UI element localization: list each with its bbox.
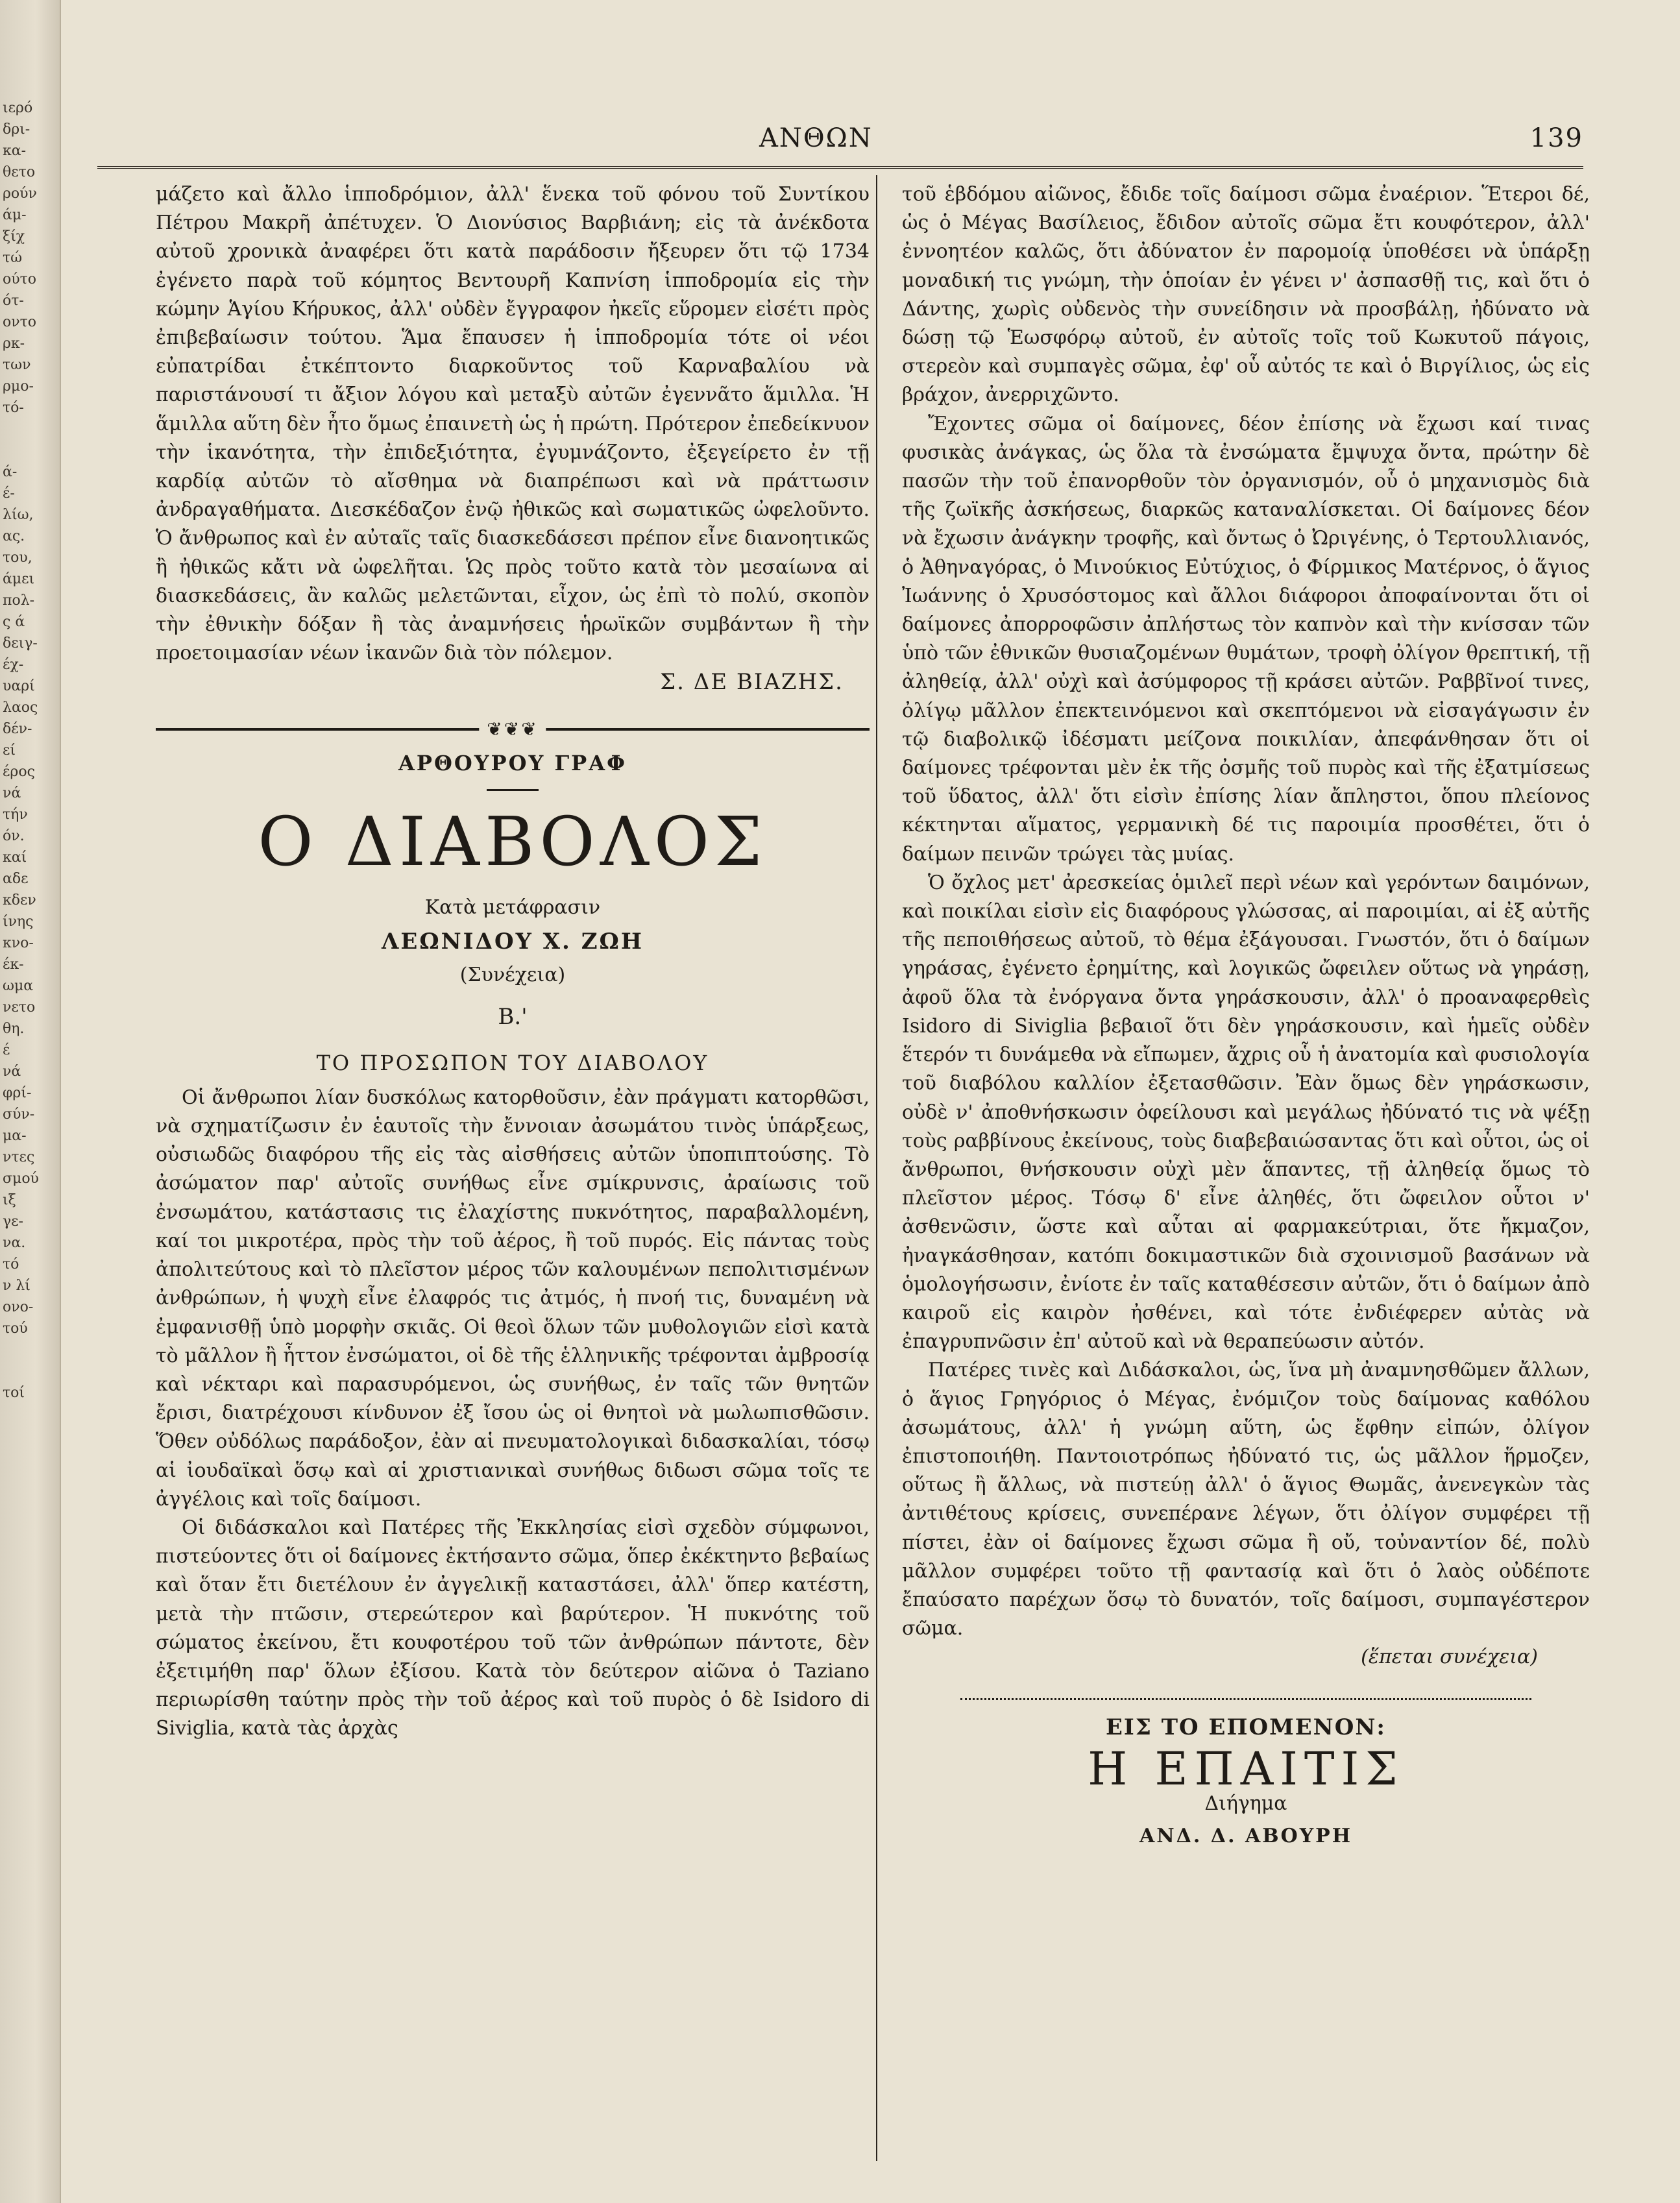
section-number: Β.' xyxy=(498,1004,528,1030)
adjacent-page-text: ιερό δρι- κα- θετο ρούν άμ- ξίχ τώ ούτο ότ- οντο ρκ- των ρμο- τό- ά- έ- λίω, ας. του, άμει πολ- ς ά δειγ- έχ- υαρί λαος δέν- εί έρος νά τήν όν. καί αδε κδεν ίνης κνο- έκ- ωμα νετο θη. έ νά φρί- σύν- μα- ντες σμού ιξ γε- να. τό ν λί ονο- τού τοί xyxy=(3,100,39,1401)
next-issue-label: ΕΙΣ ΤΟ ΕΠΟΜΕΝΟΝ: xyxy=(1106,1714,1386,1740)
next-issue-title: Η ΕΠΑΙΤΙΣ xyxy=(1088,1742,1404,1795)
short-rule xyxy=(487,789,539,791)
next-issue-subtitle: Διήγημα xyxy=(1204,1792,1287,1815)
signature: Σ. ΔΕ ΒΙΑΖΗΣ. xyxy=(660,669,844,696)
article-author: ΑΡΘΟΥΡΟΥ ΓΡΑΦ xyxy=(398,750,627,775)
running-head xyxy=(97,123,1583,162)
translation-note: Κατὰ μετάφρασιν xyxy=(424,895,601,919)
article-paragraph: τοῦ ἑβδόμου αἰῶνος, ἔδιδε τοῖς δαίμοσι σῶμα ἐναέριον. Ἕτεροι δέ, ὡς ὁ Μέγας Βασίλειος, ἔδιδον αὐτοῖς σῶμα ἔτι κουφότερον, ἀλλ' ἐννοητέον καλῶς, ὅτι ἀδύνατον ἐν παρομοίᾳ ὑποθέσει νὰ ὑπάρξῃ μοναδική τις γνώμη, τὴν ὁποίαν ἐν γένει ν' ἀσπασθῇ τις, καὶ ὅτι ὁ Δάντης, χωρὶς οὐδενὸς τὴν συνείδησιν νὰ προσβάλῃ, ἠδύνατο νὰ δώσῃ τῷ Ἑωσφόρῳ αὐτοῦ, ἐν αὐτοῖς τοῖς τοῦ Κωκυτοῦ πάγοις, στερεὸν καὶ συμπαγὲς σῶμα, ἐφ' οὗ αὐτός τε καὶ ὁ Βιργίλιος, ὡς εἰς βράχον, ἀνερριχῶντο. xyxy=(902,183,1590,407)
article-paragraph: Οἱ ἄνθρωποι λίαν δυσκόλως κατορθοῦσιν, ἐὰν πράγματι κατορθῶσι, νὰ σχηματίζωσιν ἐν ἑαυτοῖς τὴν ἔννοιαν ἀσωμάτου τινὸς ὑπάρξεως, οὐσιωδῶς διαφόρου τῆς εἰς τὰς αἰσθήσεις αὐτῶν ὑποπιπτούσης. Τὸ ἀσώματον παρ' αὐτοῖς συνήθως εἶνε σμίκρυνσις, ἀραίωσις τοῦ ἐνσωμάτου, κατάστασις τις ἐλαχίστης πυκνότητος, παραβαλλομένη, καί τοι μικροτέρα, πρὸς τὴν τοῦ ἀέρος, ἢ τοῦ πυρός. Εἰς πάντας τοὺς ἀπολιτεύτους καὶ τὸ πλεῖστον μέρος τῶν καλουμένων πεπολιτισμένων ἀνθρώπων, ἡ ψυχὴ εἶνε ἐλαφρός τις ἀτμός, ἡ πνοή τις, δυναμένη νὰ ἐμφανισθῇ ὑπὸ μορφὴν σκιᾶς. Οἱ θεοὶ ὅλων τῶν μυθολογιῶν εἰσὶ κατὰ τὸ μᾶλλον ἢ ἧττον ἐνσώματοι, οἱ δὲ τῆς ἑλληνικῆς τρέφονται ἀμβροσίᾳ καὶ νέκταρι καὶ παρασυρόμενοι, ὡς συνήθως, ἐν ταῖς τῶν θνητῶν ἔρισι, διατρέχουσι κίνδυνον ἐξ ἴσου ὡς οἱ θνητοὶ νὰ μωλωπισθῶσιν. Ὅθεν οὐδόλως παράδοξον, ἐὰν αἱ πνευματολογικαὶ διδασκαλίαι, τόσῳ αἱ ἰουδαϊκαὶ ὅσῳ καὶ αἱ χριστιανικαὶ συνήθως διδωσι σῶμα τοῖς τε ἀγγέλοις καὶ τοῖς δαίμοσι. xyxy=(156,1086,870,1511)
next-issue-author: ΑΝΔ. Δ. ΑΒΟΥΡΗ xyxy=(1139,1825,1353,1848)
dotted-rule xyxy=(960,1698,1531,1700)
continued-note: (Συνέχεια) xyxy=(459,964,566,987)
newspaper-page xyxy=(97,104,1590,2167)
ornament-glyph: ❦❦❦ xyxy=(479,715,546,744)
left-column xyxy=(156,180,870,1744)
adjacent-page-margin xyxy=(0,0,61,2203)
page-number: 139 xyxy=(1529,123,1583,153)
header-rule xyxy=(97,166,1583,169)
article-title: Ο ΔΙΑΒΟΛΟΣ xyxy=(258,801,768,881)
column-divider xyxy=(876,175,877,2161)
article-paragraph: Ὁ ὄχλος μετ' ἀρεσκείας ὁμιλεῖ περὶ νέων καὶ γερόντων δαιμόνων, καὶ ποικίλαι εἰσὶν εἰς διαφόρους γλώσσας, αἱ παροιμίαι, αἱ ἐξ αὐτῆς τῆς πεποιθήσεως αὐτοῦ, τὸ θέμα ἐξάγουσαι. Γνωστόν, ὅτι ὁ δαίμων γηράσας, ἐγένετο ἐρημίτης, καὶ λογικῶς ὤφειλεν οὕτως νὰ γηράσῃ, ἀφοῦ ὅλα τὰ ἐνόργανα ὄντα γηράσκουσιν, ἀλλ' ὁ προαναφερθεὶς Isidoro di Siviglia βεβαιοῖ ὅτι δὲν γηράσκουσιν, καὶ ἡμεῖς οὐδὲν ἕτερόν τι δυνάμεθα νὰ εἴπωμεν, ἄχρις οὗ ἡ ἀνατομία καὶ φυσιολογία τοῦ διαβόλου καλλίον ἐξετασθῶσιν. Ἐὰν ὅμως δὲν γηράσκωσιν, οὐδὲ ν' ἀποθνήσκωσιν ὀφείλουσι καὶ μεγάλως ἠδύνατό τις νὰ ψέξῃ τοὺς ραββίνους ἐκείνους, τοὺς διαβεβαιώσαντας ὅτι καὶ οὗτοι, ὡς οἱ ἄνθρωποι, θνήσκουσιν οὐχὶ μὲν ἅπαντες, τῇ ἀληθείᾳ ὅμως τὸ πλεῖστον μέρος. Τόσῳ δ' εἶνε ἀληθές, ὅτι ὤφειλον οὗτοι ν' ἀσθενῶσιν, ὥστε καὶ αὗται αἱ φαρμακεύτριαι, ὅτε ἤκμαζον, ἠναγκάσθησαν, κατόπι δοκιμαστικῶν διὰ σχοινισμοῦ βασάνων νὰ ὁμολογήσωσιν, ἐνίοτε ἐν ταῖς καταθέσεσιν αὐτῶν, ὅτι ὁ δαίμων ἀπὸ καιροῦ εἰς καιρὸν ἠσθένει, καὶ τότε ἐνδιέφερεν αὐτὰς νὰ ἐπαγρυπνῶσιν ἐπ' αὐτοῦ καὶ νὰ θεραπεύωσιν αὐτόν. xyxy=(902,871,1590,1354)
to-be-continued: (ἕπεται συνέχεια) xyxy=(1361,1646,1538,1669)
journal-title: ΑΝΘΩΝ xyxy=(759,123,873,153)
ornamental-rule xyxy=(156,718,870,740)
article-paragraph: Ἔχοντες σῶμα οἱ δαίμονες, δέον ἐπίσης νὰ ἔχωσι καί τινας φυσικὰς ἀνάγκας, ὡς ὅλα τὰ ἐνσώματα ἔμψυχα ὄντα, πρώτην δὲ πασῶν τὴν τοῦ ἐπανορθοῦν τὸν ὀργανισμόν, οὗ ὁ μηχανισμὸς διὰ τῆς ζωϊκῆς ἀσκήσεως, διαρκῶς καταναλίσκεται. Οἱ δαίμονες δέον νὰ ἔχωσιν ἀνάγκην τροφῆς, καὶ ὄντως ὁ Ὠριγένης, ὁ Τερτουλλιανός, ὁ Ἀθηναγόρας, ὁ Μινούκιος Εὐτύχιος, ὁ Φίρμικος Ματέρνος, ὁ ἅγιος Ἰωάννης ὁ Χρυσόστομος καὶ ἄλλοι διάφοροι ἀποφαίνονται ὅτι οἱ δαίμονες ἀπορροφῶσιν ἀπλήστως τὸν καπνὸν καὶ τὴν κνίσσαν τῶν ὑπὸ τῶν ἐθνικῶν θυσιαζομένων θυμάτων, τροφὴ ὀλίγον θρεπτική, τῇ ἀληθείᾳ, ἀλλ' οὐχὶ καὶ ἀσύμφορος τῇ κράσει αὐτῶν. Ραββῖνοί τινες, ὀλίγῳ μᾶλλον ἐπεκτεινόμενοι καὶ σκεπτόμενοι νὰ εἰσαγάγωσιν ἐν τῷ διαβολικῷ ἰδέσματι μείζονα ποικιλίαν, ἀπεφάνθησαν ὅτι οἱ δαίμονες τρέφονται μὲν ἐκ τῆς ὀσμῆς τοῦ πυρὸς καὶ τῆς ἐξατμίσεως τοῦ ὕδατος, ἀλλ' ὅτι εἰσὶν ἐπίσης λίαν ἄπληστοι, ὅπου πλείονος κέκτηνται αἵματος, γερμανικὴ δέ τις παροιμία προσθέτει, ὅτι ὁ δαίμων πεινῶν τρώγει τὰς μυίας. xyxy=(902,412,1590,866)
article-paragraph: Πατέρες τινὲς καὶ Διδάσκαλοι, ὡς, ἵνα μὴ ἀναμνησθῶμεν ἄλλων, ὁ ἅγιος Γρηγόριος ὁ Μέγας, ἐνόμιζον τοὺς δαίμονας καθόλου ἀσωμάτους, ἀλλ' ἡ γνώμη αὕτη, ὡς ἔφθην εἰπών, ὀλίγον ἐπιστοποιήθη. Παντοιοτρόπως ἠδύνατό τις, ὡς μᾶλλον ἥρμοζεν, οὕτως ἢ ἄλλως, νὰ πιστεύῃ ἀλλ' ὁ ἅγιος Θωμᾶς, ἀνενεγκὼν τὰς ἀντιθέτους κρίσεις, συνεπέρανε λέγων, ὅτι ὀλίγον συμφέρει τῇ πίστει, ἐὰν οἱ δαίμονες ἔχωσι σῶμα ἢ οὔ, τοὐναντίον δέ, πολὺ μᾶλλον συμφέρει τοῦτο τῇ φαντασίᾳ καὶ ὅτι ὁ λαὸς οὐδέποτε ἔπαύσατο παρέχων ὅσῳ τὸ δυνατόν, τοῖς δαίμοσι, συμπαγέστερον σῶμα. xyxy=(902,1359,1590,1640)
article-paragraph: Οἱ διδάσκαλοι καὶ Πατέρες τῆς Ἐκκλησίας εἰσὶ σχεδὸν σύμφωνοι, πιστεύοντες ὅτι οἱ δαίμονες ἐκτήσαντο σῶμα, ὅπερ ἐκέκτηντο βεβαίως καὶ ὅταν ἔτι διετέλουν ἐν ἀγγελικῇ καταστάσει, ἀλλ' ὅπερ κατέστη, μετὰ τὴν πτῶσιν, στερεώτερον καὶ βαρύτερον. Ἡ πυκνότης τοῦ σώματος ἐκείνου, ἔτι κουφοτέρου τοῦ τῶν ἀνθρώπων πάντοτε, δὲν ἐξετιμήθη παρ' ὅλων ἐξίσου. Κατὰ τὸν δεύτερον αἰῶνα ὁ Taziano περιωρίσθη ταύτην πρὸς τὴν τοῦ ἀέρος καὶ τοῦ πυρὸς ὁ δὲ Isidoro di Siviglia, κατὰ τὰς ἀρχὰς xyxy=(156,1516,870,1740)
section-title: ΤΟ ΠΡΟΣΩΠΟΝ ΤΟΥ ΔΙΑΒΟΛΟΥ xyxy=(316,1050,709,1075)
right-column xyxy=(902,180,1590,1855)
translator-name: ΛΕΩΝΙΔΟΥ Χ. ΖΩΗ xyxy=(382,929,644,955)
previous-article-ending: μάζετο καὶ ἄλλο ἱπποδρόμιον, ἀλλ' ἕνεκα τοῦ φόνου τοῦ Συντίκου Πέτρου Μακρῆ ἀπέτυχεν. Ὁ Διονύσιος Βαρβιάνη; εἰς τὰ ἀνέκδοτα αὐτοῦ χρονικὰ ἀναφέρει ὅτι κατὰ παράδοσιν ἤξευρεν ὅτι τῷ 1734 ἐγένετο παρὰ τοῦ κόμητος Βεντουρῆ Καπνίση ἱπποδρομία εἰς τὴν κώμην Ἁγίου Κήρυκος, ἀλλ' οὐδὲν ἔγγραφον ἠκεῖς εὕρομεν εἰσέτι πρὸς ἐπιβεβαίωσιν τούτου. Ἅμα ἔπαυσεν ἡ ἱπποδρομία τότε οἱ νέοι εὐπατρίδαι ἐτκέπτοντο διαρκοῦντος τοῦ Καρναβαλίου νὰ παριστάνουσί τι ἄξιον λόγου καὶ μεταξὺ αὐτῶν ἐγεννᾶτο ἅμιλλα. Ἡ ἅμιλλα αὕτη δὲν ἦτο ὅμως ἐπαινετὴ ὡς ἡ πρώτη. Πρότερον ἐπεδείκνυον τὴν ἱκανότητα, τὴν ἐπιδεξιότητα, ἐγυμνάζοντο, ἐξεγείρετο ἐν τῇ καρδίᾳ αὐτῶν τὸ αἴσθημα νὰ διαπρέπωσι καὶ νὰ πράττωσιν ἀνδραγαθήματα. Διεσκέδαζον ἐνῷ ἠθικῶς καὶ σωματικῶς ὠφελοῦντο. Ὁ ἄνθρωπος καὶ ἐν αὐταῖς ταῖς διασκεδάσεσι πρέπον εἶνε διανοητικῶς ἢ ἠθικῶς κἄτι νὰ ὠφελῆται. Ὡς πρὸς τοῦτο κατὰ τὸν μεσαίωνα αἱ διασκεδάσεις, ἂν καλῶς μελετῶνται, εἶχον, ὡς ἐπὶ τὸ πολύ, σκοπὸν τὴν ἐθνικὴν δόξαν ἢ τὰς ἀναμνήσεις ἡρωϊκῶν συμβάντων ἢ τὴν προετοιμασίαν νέων ἱκανῶν διὰ τὸν πόλεμον. xyxy=(156,183,870,665)
